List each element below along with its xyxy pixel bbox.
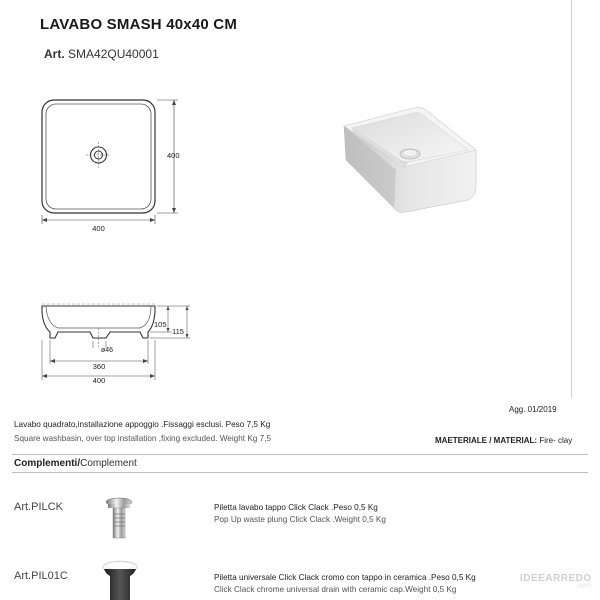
top-view-drawing <box>30 90 200 240</box>
top-width-label: 400 <box>92 224 105 233</box>
accessory-1-en: Pop Up waste plung Click Clack .Weight 0,5 Kg <box>214 515 386 524</box>
accessory-1-art: Art.PILCK <box>14 501 63 513</box>
material-value: Fire- clay <box>539 436 573 445</box>
watermark <box>520 573 592 589</box>
complements-heading-bold: Complementi/ <box>14 458 81 469</box>
pop-up-waste-icon <box>104 496 134 542</box>
article-number: SMA42QU40001 <box>68 47 159 61</box>
top-depth-label: 400 <box>167 151 180 160</box>
material-info <box>435 436 572 445</box>
product-photo <box>336 96 486 216</box>
product-title: LAVABO SMASH 40x40 CM <box>40 16 238 33</box>
article-code <box>44 47 159 61</box>
complements-heading-rest: Complement <box>80 458 137 469</box>
description-it: Lavabo quadrato,installazione appoggio .Fissaggi esclusi. Peso 7,5 Kg <box>14 420 271 429</box>
article-prefix: Art. <box>44 47 65 61</box>
inner-height-label: 105 <box>154 320 167 329</box>
accessory-2-en: Click Clack chrome universal drain with ceramic cap.Weight 0,5 Kg <box>214 585 457 594</box>
description-en: Square washbasin, over top installation ,fixing excluded. Weight Kg 7,5 <box>14 434 271 443</box>
accessory-2-art: Art.PIL01C <box>14 570 68 582</box>
revision-label: Agg. 01/2019 <box>509 405 557 414</box>
watermark-name: IDEEARREDO <box>520 573 592 584</box>
material-label: MAETERIALE / MATERIAL: <box>435 436 538 445</box>
separator-top <box>12 454 588 455</box>
accessory-2-it: Piletta universale Click Clack cromo con tappo in ceramica .Peso 0,5 Kg <box>214 573 476 582</box>
ceramic-drain-icon <box>100 558 140 600</box>
complements-heading <box>14 458 137 469</box>
drain-diameter-label: ø46 <box>101 347 114 354</box>
watermark-domain: .com <box>576 583 592 589</box>
separator-bottom <box>12 472 588 473</box>
total-width-label: 400 <box>92 376 106 385</box>
side-view-drawing <box>30 296 200 391</box>
sheet-border <box>571 0 572 398</box>
outer-height-label: 115 <box>172 327 184 336</box>
base-width-label: 360 <box>92 362 106 371</box>
accessory-1-it: Piletta lavabo tappo Click Clack .Peso 0,5 Kg <box>214 503 378 512</box>
